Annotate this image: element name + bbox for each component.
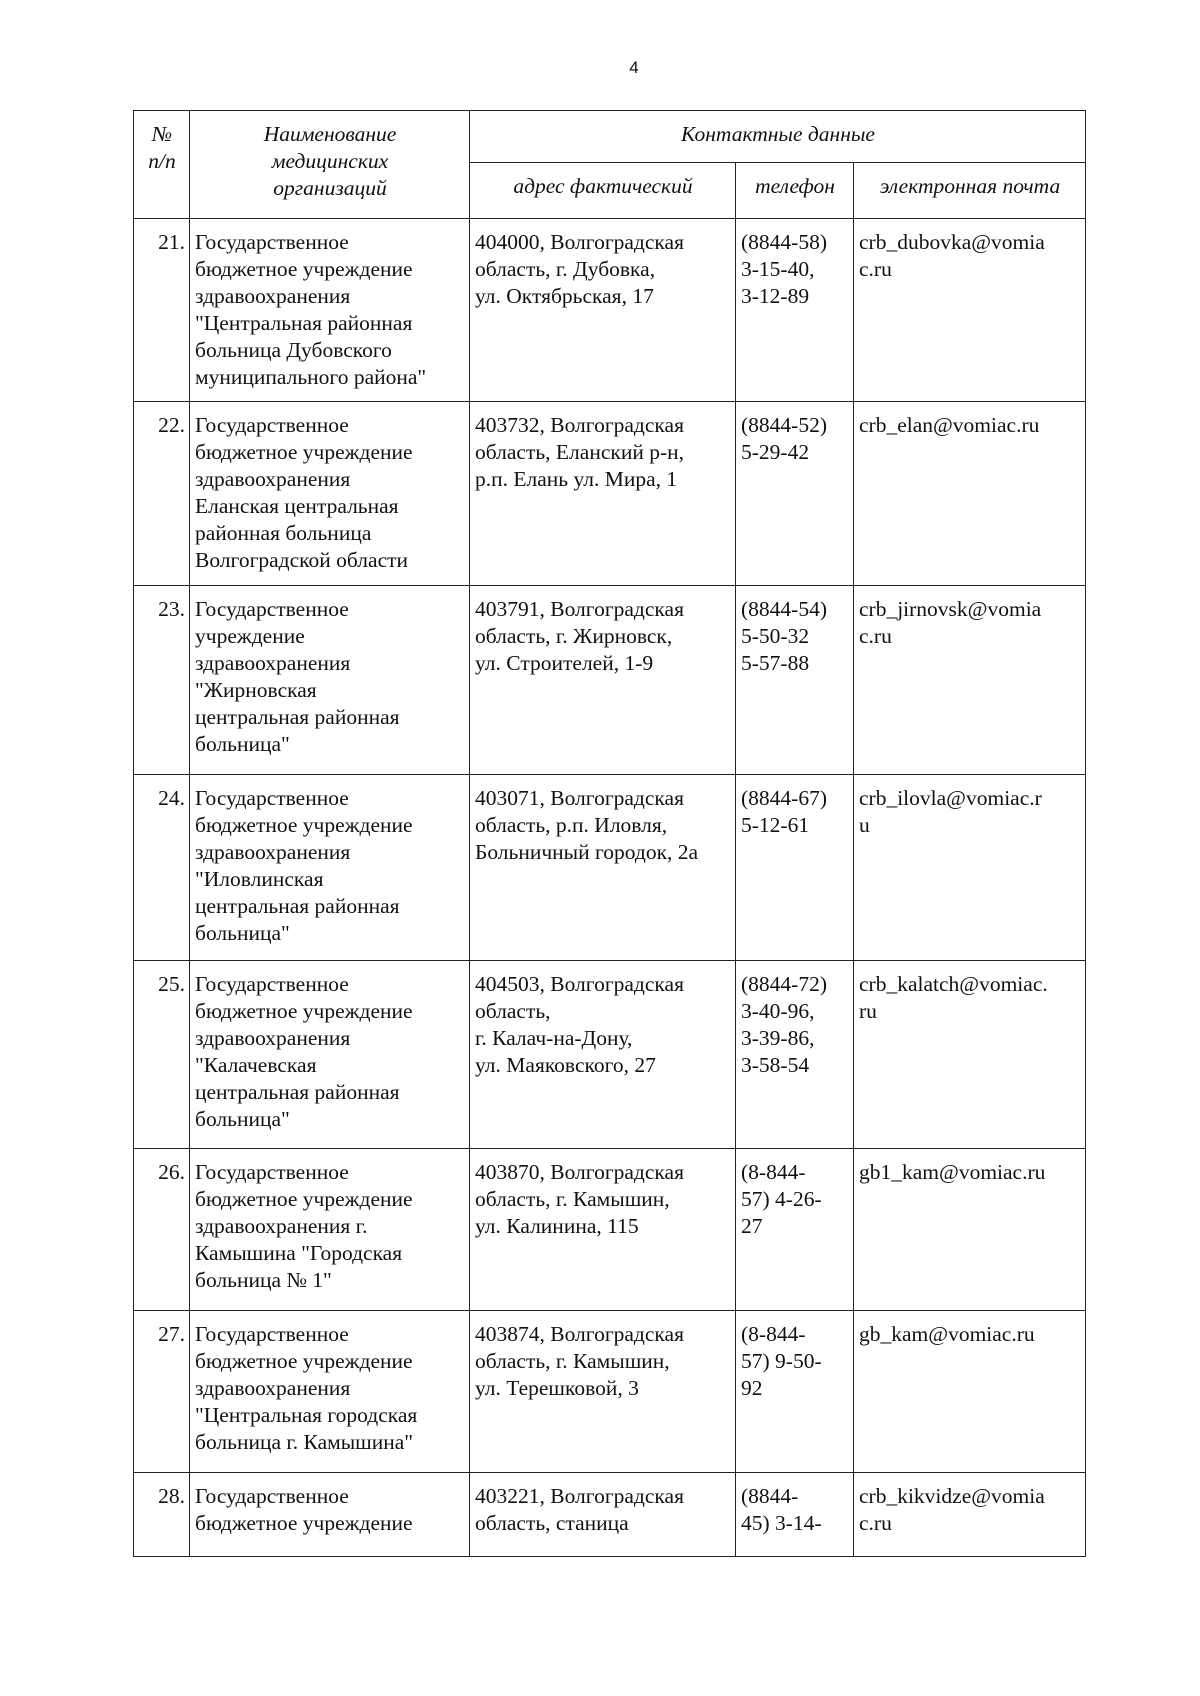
row-organization-name: Государственное бюджетное учреждение здравоохранения "Калачевская центральная районная больница" — [190, 961, 470, 1149]
table-row — [134, 402, 1086, 586]
row-organization-name: Государственное бюджетное учреждение здравоохранения Еланская центральная районная больница Волгоградской области — [190, 402, 470, 586]
row-number: 25. — [134, 961, 190, 1149]
row-number: 26. — [134, 1149, 190, 1311]
row-organization-name: Государственное бюджетное учреждение здравоохранения "Центральная районная больница Дубовского муниципального района" — [190, 219, 470, 402]
row-email: crb_kikvidze@vomia c.ru — [854, 1473, 1086, 1557]
row-number: 22. — [134, 402, 190, 586]
row-number: 27. — [134, 1311, 190, 1473]
row-phone: (8-844- 57) 4-26- 27 — [736, 1149, 854, 1311]
row-address: 403071, Волгоградская область, р.п. Иловля, Больничный городок, 2а — [470, 775, 736, 961]
row-phone: (8844-52) 5-29-42 — [736, 402, 854, 586]
row-address: 404000, Волгоградская область, г. Дубовка, ул. Октябрьская, 17 — [470, 219, 736, 402]
table-row — [134, 775, 1086, 961]
header-contact-data: Контактные данные — [470, 111, 1086, 163]
row-organization-name: Государственное бюджетное учреждение — [190, 1473, 470, 1557]
row-address: 403791, Волгоградская область, г. Жирновск, ул. Строителей, 1-9 — [470, 586, 736, 775]
row-phone: (8844- 45) 3-14- — [736, 1473, 854, 1557]
row-address: 404503, Волгоградская область, г. Калач-на-Дону, ул. Маяковского, 27 — [470, 961, 736, 1149]
row-address: 403732, Волгоградская область, Еланский р-н, р.п. Елань ул. Мира, 1 — [470, 402, 736, 586]
row-organization-name: Государственное бюджетное учреждение здравоохранения "Иловлинская центральная районная больница" — [190, 775, 470, 961]
row-email: crb_ilovla@vomiac.r u — [854, 775, 1086, 961]
table-row — [134, 586, 1086, 775]
row-address: 403870, Волгоградская область, г. Камышин, ул. Калинина, 115 — [470, 1149, 736, 1311]
table-header-row — [134, 111, 1086, 163]
row-phone: (8844-72) 3-40-96, 3-39-86, 3-58-54 — [736, 961, 854, 1149]
medical-organizations-table — [133, 110, 1086, 1557]
row-phone: (8844-67) 5-12-61 — [736, 775, 854, 961]
table-row — [134, 961, 1086, 1149]
row-organization-name: Государственное учреждение здравоохранения "Жирновская центральная районная больница" — [190, 586, 470, 775]
table-row — [134, 219, 1086, 402]
row-number: 28. — [134, 1473, 190, 1557]
row-address: 403221, Волгоградская область, станица — [470, 1473, 736, 1557]
row-number: 21. — [134, 219, 190, 402]
table-row — [134, 1149, 1086, 1311]
header-organization-name: Наименование медицинских организаций — [190, 111, 470, 219]
header-number: № п/п — [134, 111, 190, 219]
row-phone: (8-844- 57) 9-50- 92 — [736, 1311, 854, 1473]
row-email: crb_dubovka@vomia c.ru — [854, 219, 1086, 402]
row-phone: (8844-54) 5-50-32 5-57-88 — [736, 586, 854, 775]
table-row — [134, 1311, 1086, 1473]
row-organization-name: Государственное бюджетное учреждение здравоохранения г. Камышина "Городская больница № 1" — [190, 1149, 470, 1311]
row-number: 24. — [134, 775, 190, 961]
row-organization-name: Государственное бюджетное учреждение здравоохранения "Центральная городская больница г. Камышина" — [190, 1311, 470, 1473]
row-email: gb_kam@vomiac.ru — [854, 1311, 1086, 1473]
row-number: 23. — [134, 586, 190, 775]
row-address: 403874, Волгоградская область, г. Камышин, ул. Терешковой, 3 — [470, 1311, 736, 1473]
page-number: 4 — [629, 58, 639, 77]
row-email: crb_kalatch@vomiac. ru — [854, 961, 1086, 1149]
header-phone: телефон — [736, 163, 854, 219]
table-row — [134, 1473, 1086, 1557]
row-phone: (8844-58) 3-15-40, 3-12-89 — [736, 219, 854, 402]
header-address: адрес фактический — [470, 163, 736, 219]
row-email: crb_elan@vomiac.ru — [854, 402, 1086, 586]
row-email: gb1_kam@vomiac.ru — [854, 1149, 1086, 1311]
row-email: crb_jirnovsk@vomia c.ru — [854, 586, 1086, 775]
header-email: электронная почта — [854, 163, 1086, 219]
